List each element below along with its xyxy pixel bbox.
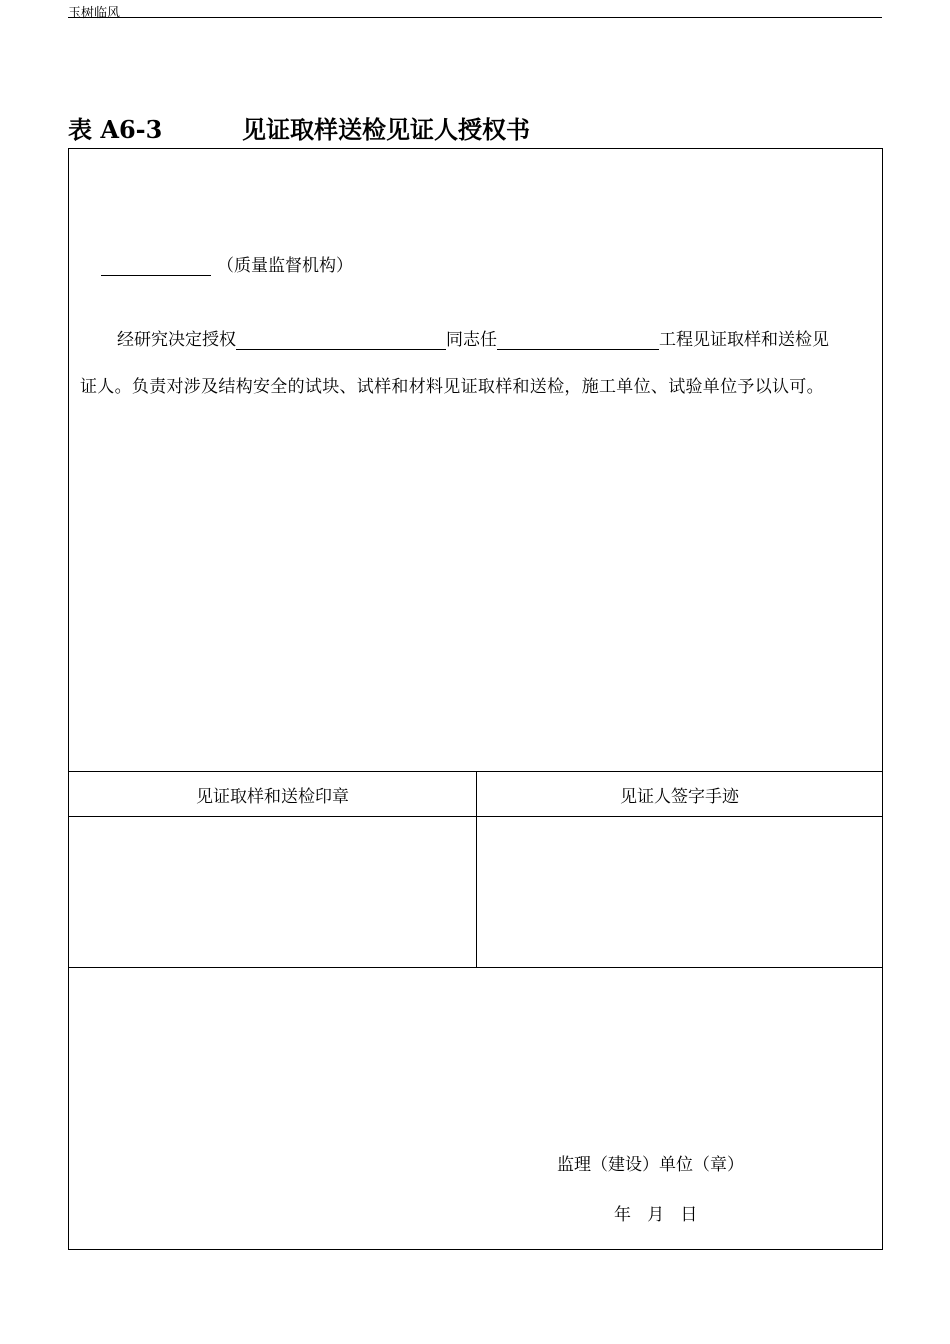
seal-area[interactable] xyxy=(69,817,477,967)
authorization-continuation: 证人。负责对涉及结构安全的试块、试样和材料见证取样和送检，施工单位、试验单位予以认可。 xyxy=(80,377,824,397)
header-divider xyxy=(68,17,882,18)
header-brand-text: 玉树临风 xyxy=(68,6,121,21)
project-name-blank[interactable] xyxy=(497,329,659,350)
authorization-suffix: 工程见证取样和送检见 xyxy=(659,330,829,350)
authorization-middle: 同志任 xyxy=(446,330,497,350)
form-code: 表 A6-3 xyxy=(68,115,163,144)
supervisor-unit-label: 监理（建设）单位（章） xyxy=(557,1155,744,1175)
signature-area[interactable] xyxy=(477,817,882,967)
authorization-body xyxy=(69,149,882,772)
person-name-blank[interactable] xyxy=(236,329,446,350)
table-header-row xyxy=(69,772,882,817)
seal-column-header: 见证取样和送检印章 xyxy=(69,772,477,816)
organization-suffix: （质量监督机构） xyxy=(217,256,353,276)
authorization-prefix: 经研究决定授权 xyxy=(117,330,236,350)
table-sign-row xyxy=(69,817,882,968)
authorization-line xyxy=(117,325,829,350)
date-label: 年 月 日 xyxy=(614,1205,698,1225)
page-title: 见证取样送检见证人授权书 xyxy=(242,115,530,144)
authorization-form xyxy=(68,148,883,1250)
organization-blank[interactable] xyxy=(101,255,211,276)
organization-line xyxy=(101,251,353,276)
signature-column-header: 见证人签字手迹 xyxy=(620,786,739,807)
